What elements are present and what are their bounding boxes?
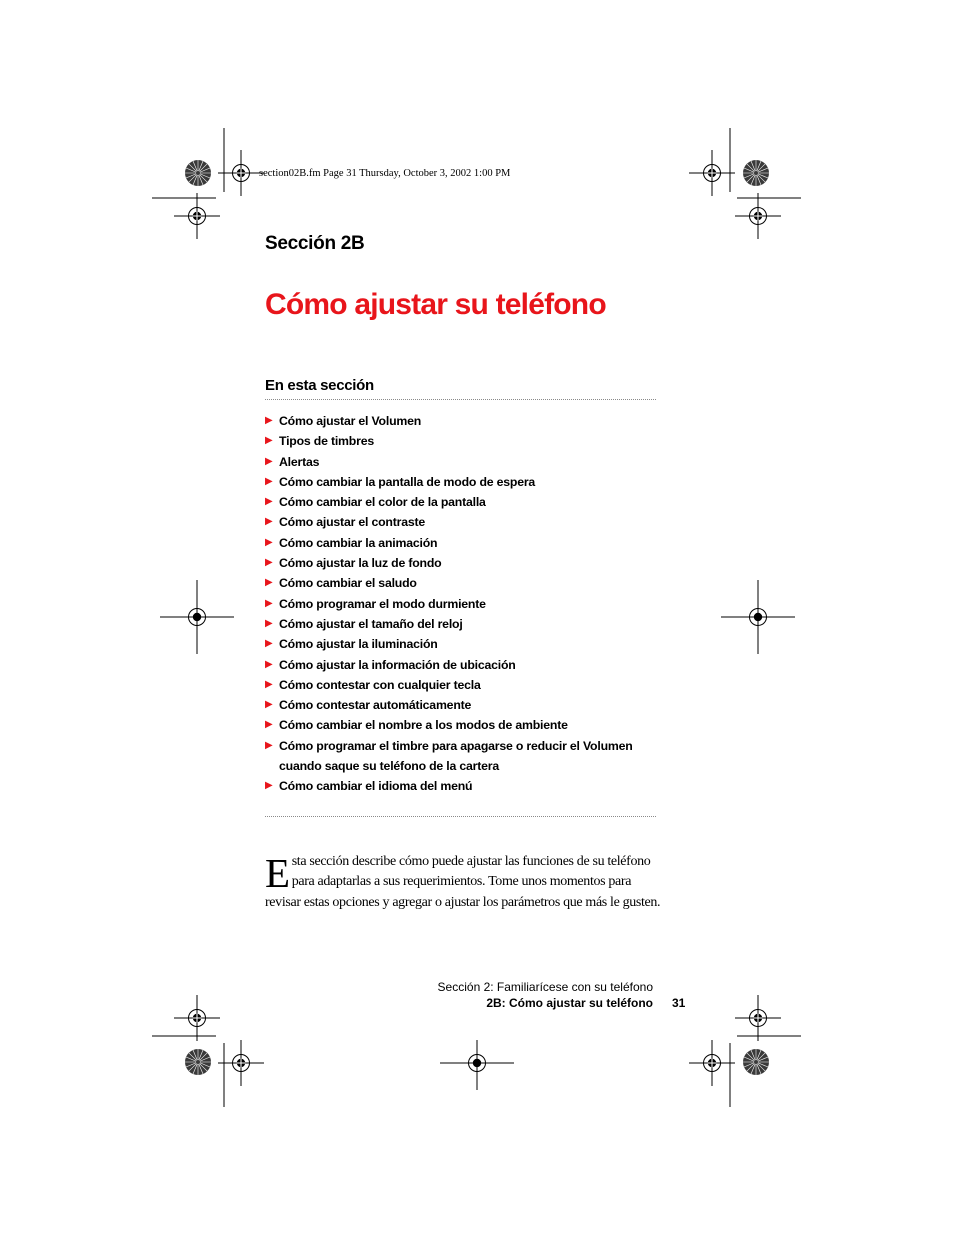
toc-item-label: Cómo ajustar la información de ubicación xyxy=(279,657,516,672)
triangle-right-icon: ▶ xyxy=(265,597,273,609)
triangle-right-icon: ▶ xyxy=(265,435,273,447)
triangle-right-icon: ▶ xyxy=(265,536,273,548)
intro-text: sta sección describe cómo puede ajustar las funciones de su teléfono para adaptarlas a sus requerimientos. Tome unos momentos para revisar estas opciones y agregar o ajustar los parámetros que más le gusten. xyxy=(265,854,661,910)
toc-list xyxy=(265,411,665,797)
triangle-right-icon: ▶ xyxy=(265,739,273,751)
divider xyxy=(265,816,656,817)
toc-item xyxy=(265,614,665,634)
toc-item xyxy=(265,715,665,735)
intro-paragraph xyxy=(265,852,665,913)
toc-item xyxy=(265,492,665,512)
registration-mark-icon xyxy=(218,150,264,196)
section-label: Sección 2B xyxy=(265,233,365,254)
toc-item-label: Cómo contestar con cualquier tecla xyxy=(279,677,481,692)
triangle-right-icon: ▶ xyxy=(265,699,273,711)
toc-item xyxy=(265,512,665,532)
toc-item xyxy=(265,695,665,715)
toc-item-label: Cómo ajustar la iluminación xyxy=(279,637,438,652)
toc-item xyxy=(265,553,665,573)
star-target-icon xyxy=(185,1049,211,1075)
toc-item xyxy=(265,472,665,492)
registration-mark-icon xyxy=(735,193,781,239)
star-target-icon xyxy=(743,1049,769,1075)
toc-item-label: Cómo ajustar la luz de fondo xyxy=(279,556,442,571)
toc-item xyxy=(265,594,665,614)
triangle-right-icon: ▶ xyxy=(265,577,273,589)
registration-mark-icon xyxy=(689,150,735,196)
triangle-right-icon: ▶ xyxy=(265,557,273,569)
toc-item-label: Cómo programar el timbre para apagarse o reducir el Volumen cuando saque su teléfono de la cartera xyxy=(279,738,633,774)
triangle-right-icon: ▶ xyxy=(265,617,273,629)
page-number: 31 xyxy=(672,996,686,1010)
toc-item xyxy=(265,533,665,553)
running-footer-chapter: 2B: Cómo ajustar su teléfono xyxy=(486,996,653,1010)
triangle-right-icon: ▶ xyxy=(265,455,273,467)
toc-item xyxy=(265,452,665,472)
toc-item xyxy=(265,431,665,451)
file-slug: section02B.fm Page 31 Thursday, October 3, 2002 1:00 PM xyxy=(259,168,511,179)
toc-item-label: Cómo cambiar el nombre a los modos de ambiente xyxy=(279,718,568,733)
page-title: Cómo ajustar su teléfono xyxy=(265,288,606,321)
registration-mark-icon xyxy=(689,1040,735,1086)
divider xyxy=(265,399,656,400)
triangle-right-icon: ▶ xyxy=(265,415,273,426)
triangle-right-icon: ▶ xyxy=(265,678,273,690)
triangle-right-icon: ▶ xyxy=(265,496,273,508)
toc-item-label: Alertas xyxy=(279,454,320,469)
triangle-right-icon: ▶ xyxy=(265,658,273,670)
triangle-right-icon: ▶ xyxy=(265,475,273,487)
running-footer-section: Sección 2: Familiarícese con su teléfono xyxy=(437,980,653,994)
toc-item xyxy=(265,411,665,431)
drop-cap: E xyxy=(265,850,290,896)
toc-item-label: Cómo cambiar la pantalla de modo de espera xyxy=(279,474,536,489)
toc-item xyxy=(265,655,665,675)
registration-mark-icon xyxy=(735,995,781,1041)
toc-item xyxy=(265,675,665,695)
registration-mark-icon xyxy=(174,193,220,239)
toc-item-label: Tipos de timbres xyxy=(279,434,374,449)
toc-item-label: Cómo contestar automáticamente xyxy=(279,698,472,713)
star-target-icon xyxy=(743,160,769,186)
toc-item-label: Cómo cambiar el color de la pantalla xyxy=(279,495,486,510)
toc-item-label: Cómo ajustar el Volumen xyxy=(279,414,422,428)
registration-mark-icon xyxy=(218,1040,264,1086)
triangle-right-icon: ▶ xyxy=(265,719,273,731)
star-target-icon xyxy=(185,160,211,186)
toc-item-label: Cómo cambiar la animación xyxy=(279,535,438,550)
registration-mark-icon xyxy=(174,995,220,1041)
toc-item-label: Cómo programar el modo durmiente xyxy=(279,596,486,611)
toc-item xyxy=(265,776,665,796)
toc-item xyxy=(265,573,665,593)
toc-item-label: Cómo cambiar el idioma del menú xyxy=(279,779,473,794)
toc-heading: En esta sección xyxy=(265,377,374,394)
triangle-right-icon: ▶ xyxy=(265,638,273,650)
toc-item-label: Cómo ajustar el contraste xyxy=(279,515,426,530)
triangle-right-icon: ▶ xyxy=(265,780,273,792)
toc-item xyxy=(265,634,665,654)
toc-item-label: Cómo cambiar el saludo xyxy=(279,576,417,591)
triangle-right-icon: ▶ xyxy=(265,516,273,528)
toc-item xyxy=(265,736,665,777)
toc-item-label: Cómo ajustar el tamaño del reloj xyxy=(279,616,463,631)
